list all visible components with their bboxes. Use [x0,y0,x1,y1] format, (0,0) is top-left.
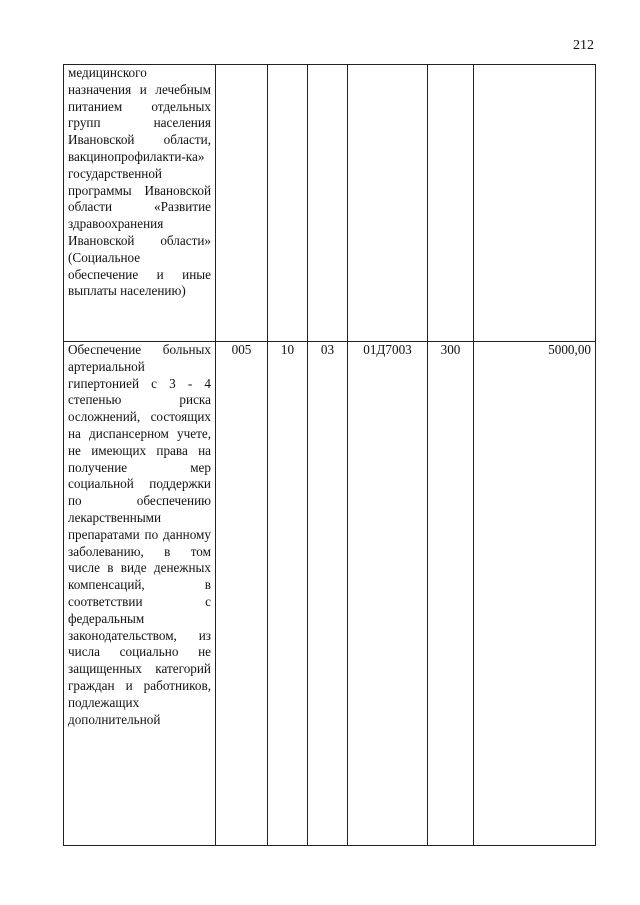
row-section: 10 [268,342,308,846]
row-admin-code: 005 [216,342,268,846]
row-target-article: 01Д7003 [348,342,428,846]
row-amount: 5000,00 [474,342,596,846]
row-description: Обеспечение больных артериальной гипертонией с 3 - 4 степенью риска осложнений, состоящих на диспансерном учете, не имеющих права на получение мер социальной поддержки по обеспечению лекарственными препаратами по данному заболеванию, в том числе в виде денежных компенсаций, в соответствии с федеральным законодательством, из числа социально не защищенных категорий граждан и работников, подлежащих дополнительной [64,342,216,846]
table-row [64,342,596,846]
row-description: медицинского назначения и лечебным питанием отдельных групп населения Ивановской области, вакцинопрофилакти-ка» государственной программы Ивановской области «Развитие здравоохранения Ивановской области» (Социальное обеспечение и иные выплаты населению) [64,65,216,342]
row-expense-type [428,65,474,342]
row-admin-code [216,65,268,342]
row-section [268,65,308,342]
row-subsection: 03 [308,342,348,846]
page-number: 212 [573,38,594,53]
row-amount [474,65,596,342]
budget-table [63,64,596,846]
row-subsection [308,65,348,342]
table-row [64,65,596,342]
row-target-article [348,65,428,342]
row-expense-type: 300 [428,342,474,846]
